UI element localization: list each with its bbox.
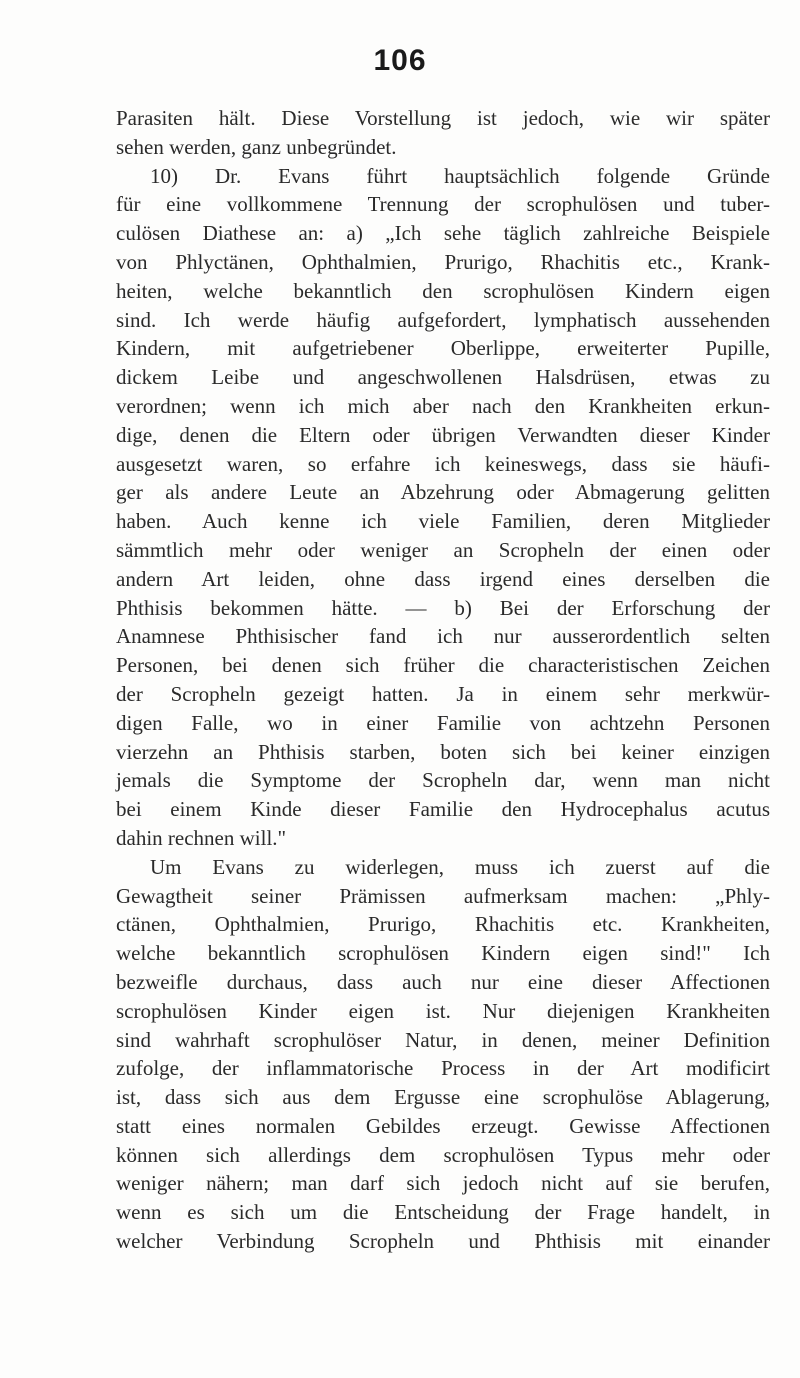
- text-line: Personen, bei denen sich früher die characteristischen Zeichen: [116, 653, 770, 678]
- text-line: für eine vollkommene Trennung der scrophulösen und tuber-: [116, 192, 770, 217]
- text-line: ger als andere Leute an Abzehrung oder Abmagerung gelitten: [116, 480, 770, 505]
- text-line: ausgesetzt waren, so erfahre ich keineswegs, dass sie häufi-: [116, 451, 770, 476]
- text-line: sind wahrhaft scrophulöser Natur, in denen, meiner Definition: [116, 1027, 770, 1052]
- text-line: jemals die Symptome der Scropheln dar, wenn man nicht: [116, 768, 770, 793]
- text-line: bezweifle durchaus, dass auch nur eine dieser Affectionen: [116, 969, 770, 994]
- text-line: Anamnese Phthisischer fand ich nur ausserordentlich selten: [116, 624, 770, 649]
- text-line: dige, denen die Eltern oder übrigen Verwandten dieser Kinder: [116, 422, 770, 447]
- text-line: andern Art leiden, ohne dass irgend eines derselben die: [116, 566, 770, 591]
- text-line: culösen Diathese an: a) „Ich sehe täglich zahlreiche Beispiele: [116, 221, 770, 246]
- text-line: vierzehn an Phthisis starben, boten sich bei keiner einzigen: [116, 739, 770, 764]
- text-line: sind. Ich werde häufig aufgefordert, lymphatisch aussehenden: [116, 307, 770, 332]
- text-line: haben. Auch kenne ich viele Familien, deren Mitglieder: [116, 509, 770, 534]
- text-line: von Phlyctänen, Ophthalmien, Prurigo, Rhachitis etc., Krank-: [116, 249, 770, 274]
- text-line: wenn es sich um die Entscheidung der Frage handelt, in: [116, 1200, 770, 1225]
- text-line: dahin rechnen will.": [116, 825, 287, 850]
- text-line: dickem Leibe und angeschwollenen Halsdrüsen, etwas zu: [116, 365, 770, 390]
- text-line: sämmtlich mehr oder weniger an Scropheln der einen oder: [116, 537, 770, 562]
- text-line: können sich allerdings dem scrophulösen Typus mehr oder: [116, 1142, 770, 1167]
- body-text: [116, 104, 770, 1256]
- text-line: scrophulösen Kinder eigen ist. Nur diejenigen Krankheiten: [116, 998, 770, 1023]
- text-line: Phthisis bekommen hätte. — b) Bei der Erforschung der: [116, 595, 770, 620]
- text-line: digen Falle, wo in einer Familie von achtzehn Personen: [116, 710, 770, 735]
- text-line: der Scropheln gezeigt hatten. Ja in einem sehr merkwür-: [116, 681, 770, 706]
- text-line: zufolge, der inflammatorische Process in der Art modificirt: [116, 1056, 770, 1081]
- text-line: verordnen; wenn ich mich aber nach den Krankheiten erkun-: [116, 393, 770, 418]
- text-line: Kindern, mit aufgetriebener Oberlippe, erweiterter Pupille,: [116, 336, 770, 361]
- text-line: Gewagtheit seiner Prämissen aufmerksam machen: „Phly-: [116, 883, 770, 908]
- text-line: sehen werden, ganz unbegründet.: [116, 134, 397, 159]
- text-line: weniger nähern; man darf sich jedoch nicht auf sie berufen,: [116, 1171, 770, 1196]
- text-line: statt eines normalen Gebildes erzeugt. Gewisse Affectionen: [116, 1113, 770, 1138]
- text-line: heiten, welche bekanntlich den scrophulösen Kindern eigen: [116, 278, 770, 303]
- text-line: ctänen, Ophthalmien, Prurigo, Rhachitis etc. Krankheiten,: [116, 912, 770, 937]
- text-line: Um Evans zu widerlegen, muss ich zuerst auf die: [150, 854, 770, 879]
- page-number: 106: [373, 44, 427, 77]
- text-line: welche bekanntlich scrophulösen Kindern eigen sind!" Ich: [116, 941, 770, 966]
- text-line: Parasiten hält. Diese Vorstellung ist jedoch, wie wir später: [116, 106, 770, 130]
- text-line: welcher Verbindung Scropheln und Phthisis mit einander: [116, 1229, 770, 1254]
- text-line: ist, dass sich aus dem Ergusse eine scrophulöse Ablagerung,: [116, 1085, 770, 1110]
- text-line: bei einem Kinde dieser Familie den Hydrocephalus acutus: [116, 797, 770, 822]
- text-line: 10) Dr. Evans führt hauptsächlich folgende Gründe: [150, 163, 770, 188]
